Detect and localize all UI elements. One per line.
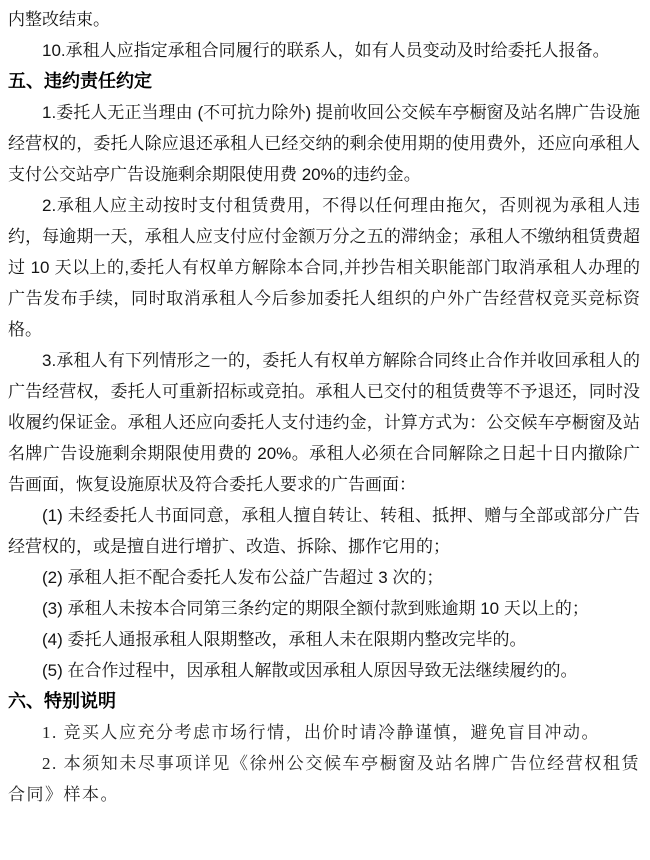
section-5-paragraph-2: 2.承租人应主动按时支付租赁费用，不得以任何理由拖欠，否则视为承租人违约，每逾期一天，承租人应支付应付金额万分之五的滞纳金；承租人不缴纳租赁费超过 10 天以上的,委托人有权单方解除本合同,并抄告相关职能部门取消承租人办理的广告发布手续，同时取消承租人今后参加委托人组织的户外广告经营权竞买竞标资格。: [8, 196, 640, 339]
section-5-paragraph-3: 3.承租人有下列情形之一的，委托人有权单方解除合同终止合作并收回承租人的广告经营权，委托人可重新招标或竞拍。承租人已交付的租赁费等不予退还，同时没收履约保证金。承租人还应向委托人支付违约金，计算方式为：公交候车亭橱窗及站名牌广告设施剩余期限使用费的 20%。承租人必须在合同解除之日起十日内撤除广告画面，恢复设施原状及符合委托人要求的广告画面：: [8, 351, 640, 494]
section-5-heading: 五、违约责任约定: [8, 71, 152, 91]
section-5-paragraph-1: 1.委托人无正当理由 (不可抗力除外) 提前收回公交候车亭橱窗及站名牌广告设施经营权的，委托人除应退还承租人已经交纳的剩余使用期的使用费外，还应向承租人支付公交站亭广告设施剩余期限使用费 20%的违约金。: [8, 103, 640, 184]
section-6-heading: 六、特别说明: [8, 691, 116, 711]
section-5-list-item-4: (4) 委托人通报承租人限期整改，承租人未在限期内整改完毕的。: [42, 630, 527, 649]
section-5-list-item-3: (3) 承租人未按本合同第三条约定的期限全额付款到账逾期 10 天以上的；: [42, 599, 589, 618]
paragraph-continuation: 内整改结束。: [8, 10, 110, 29]
section-5-list-item-1: (1) 未经委托人书面同意，承租人擅自转让、转租、抵押、赠与全部或部分广告经营权的，或是擅自进行增扩、改造、拆除、挪作它用的；: [8, 506, 640, 556]
section-6-item-2: 2. 本须知未尽事项详见《徐州公交候车亭橱窗及站名牌广告位经营权租赁合同》样本。: [8, 754, 640, 804]
section-6-item-1: 1. 竞买人应充分考虑市场行情，出价时请冷静谨慎，避免盲目冲动。: [42, 723, 600, 742]
section-5-list-item-5: (5) 在合作过程中，因承租人解散或因承租人原因导致无法继续履约的。: [42, 661, 578, 680]
clause-10: 10.承租人应指定承租合同履行的联系人，如有人员变动及时给委托人报备。: [42, 41, 610, 60]
section-5-list-item-2: (2) 承租人拒不配合委托人发布公益广告超过 3 次的；: [42, 568, 444, 587]
